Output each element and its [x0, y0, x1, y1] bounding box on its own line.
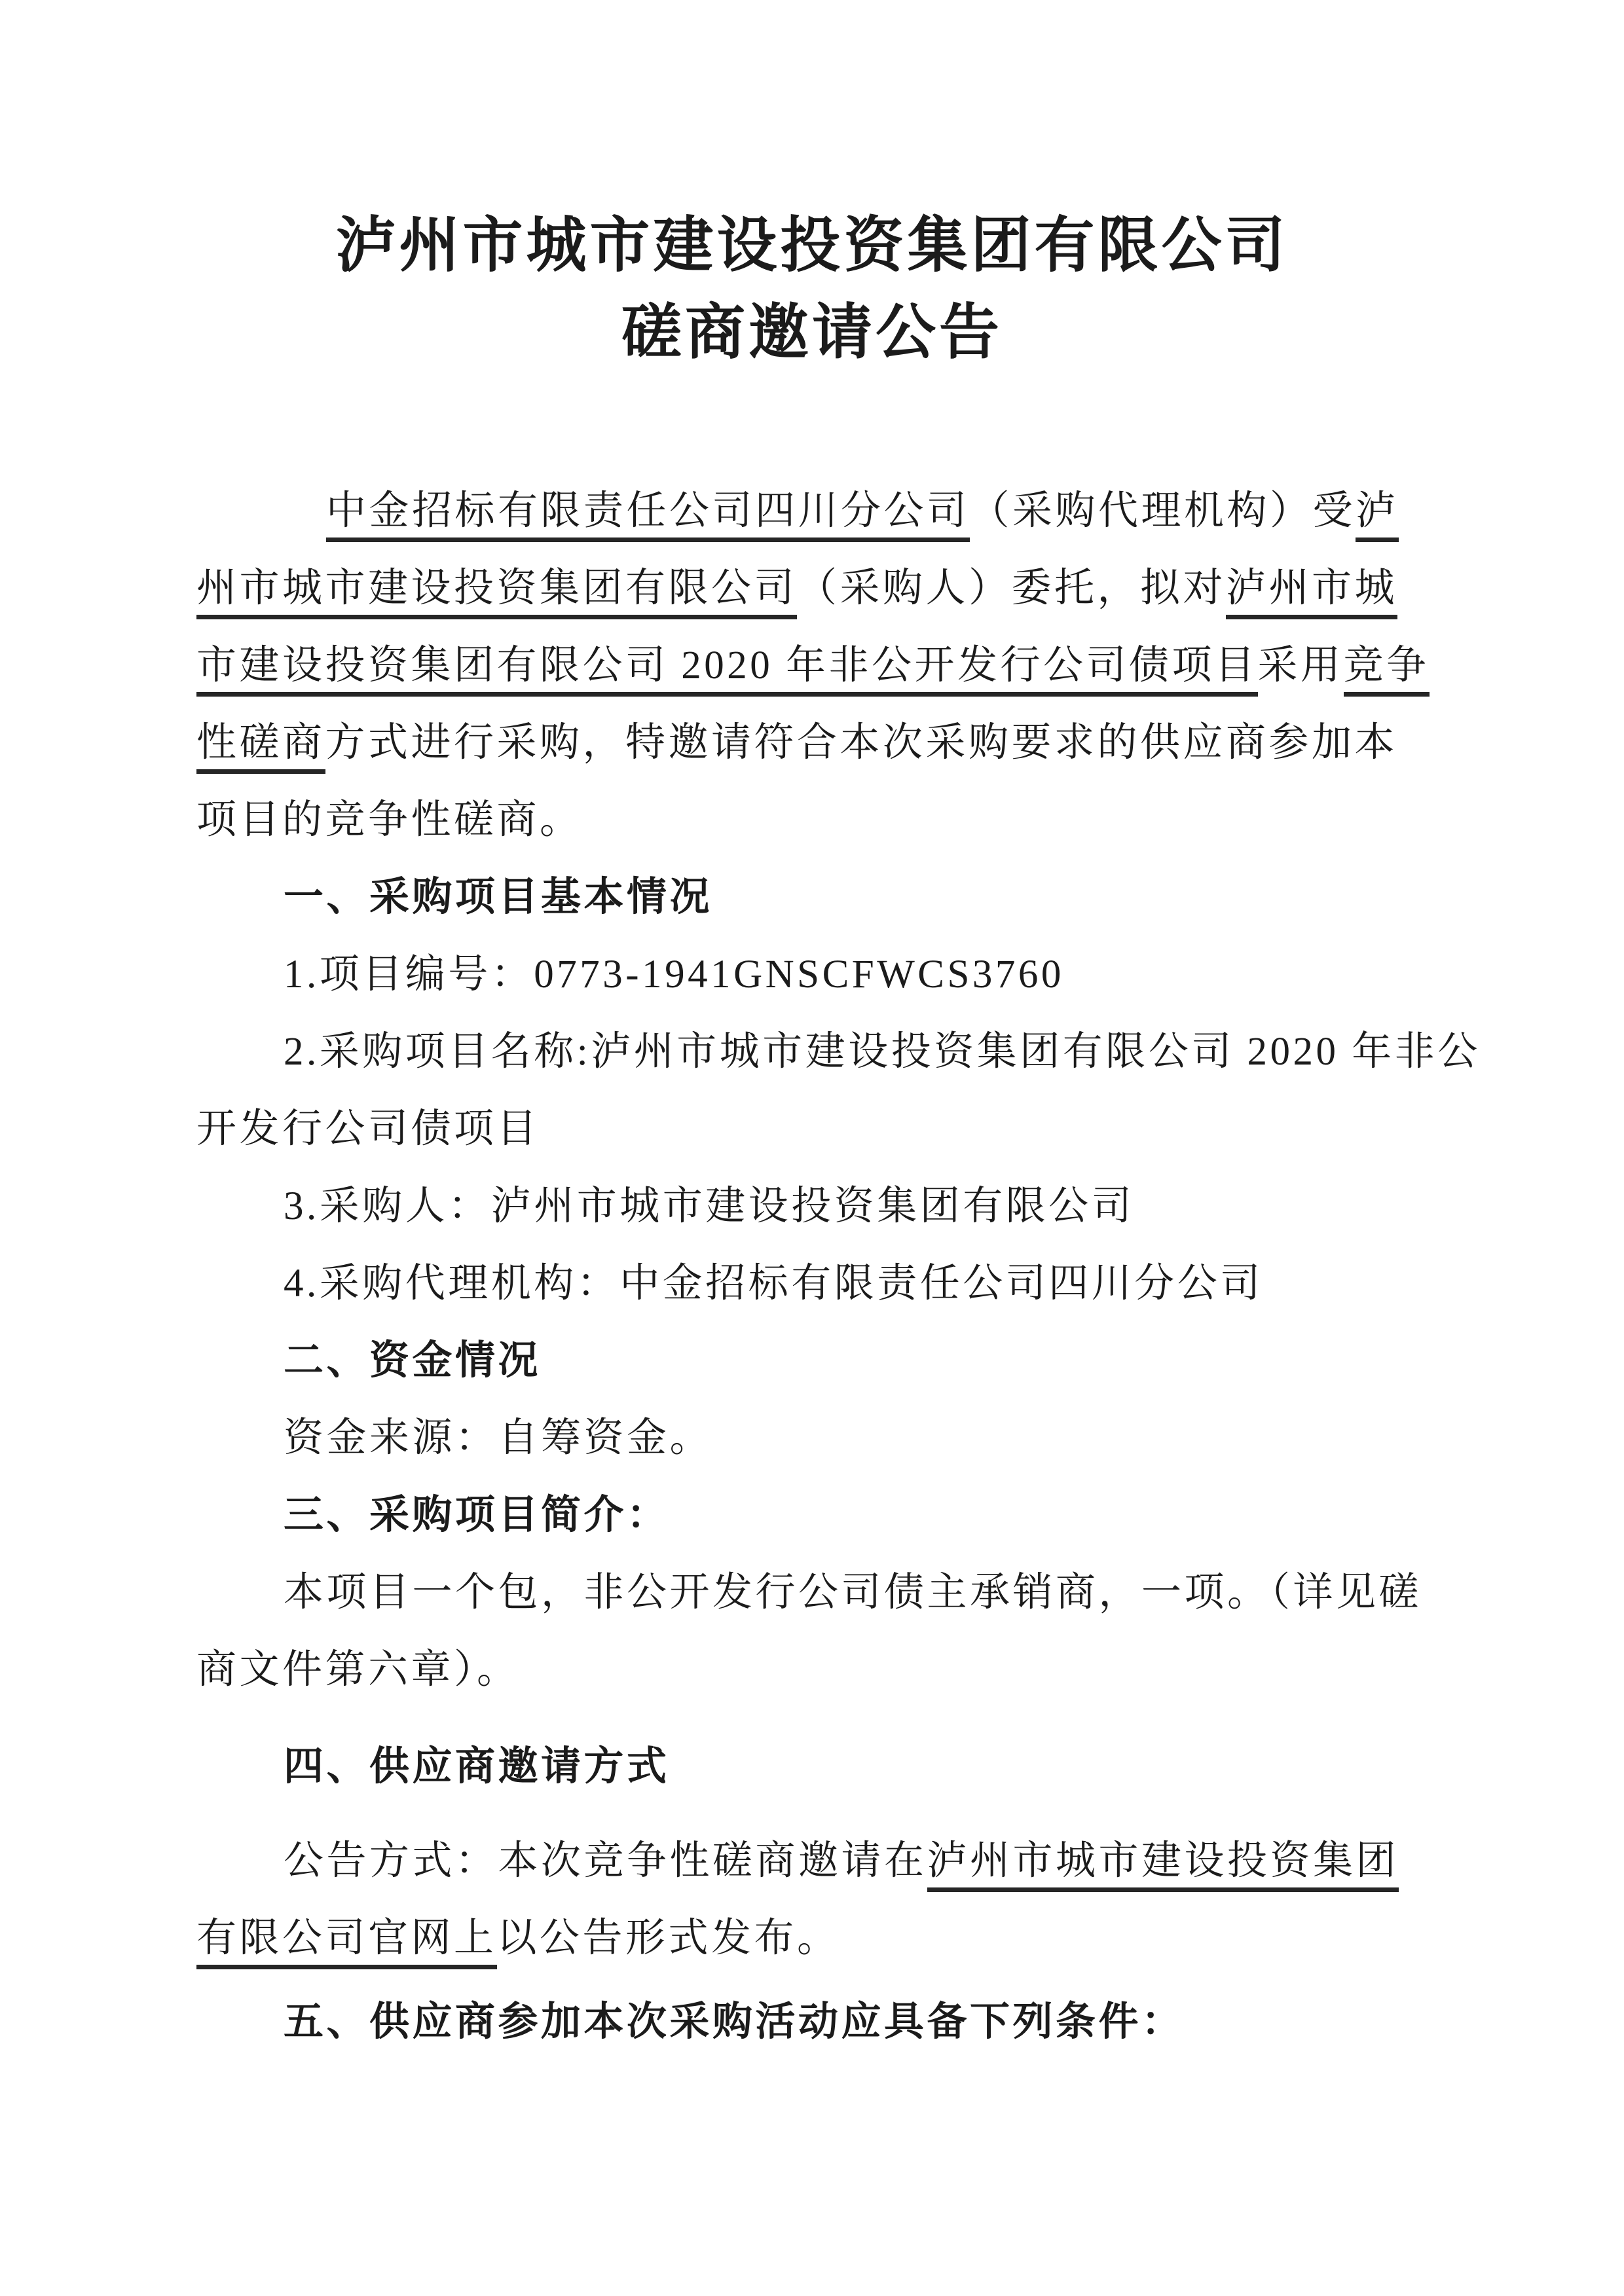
project-number-item: 1.项目编号：0773-1941GNSCFWCS3760	[284, 953, 1064, 996]
project-intro-line-1: 本项目一个包，非公开发行公司债主承销商，一项。（详见磋	[284, 1571, 1422, 1614]
announcement-text: 公告方式：本次竞争性磋商邀请在	[284, 1839, 927, 1883]
underlined-purchaser-name: 州市城市建设投资集团有限公司	[196, 566, 797, 619]
intro-paragraph-line-2	[196, 550, 1441, 627]
intro-paragraph-line-4	[196, 704, 1441, 782]
section-4-heading: 四、供应商邀请方式	[284, 1745, 670, 1789]
section-5-heading: 五、供应商参加本次采购活动应具备下列条件：	[284, 2000, 1185, 2044]
document-title	[0, 202, 1624, 376]
intro-text: 采用	[1257, 644, 1344, 687]
underlined-agency-name: 中金招标有限责任公司四川分公司	[326, 489, 970, 542]
funding-source-line: 资金来源：自筹资金。	[284, 1416, 713, 1460]
section-1-heading: 一、采购项目基本情况	[284, 875, 713, 919]
document-body	[196, 473, 1481, 2061]
intro-paragraph-line-1	[196, 473, 1441, 550]
underlined-method-end: 性磋商	[196, 721, 325, 774]
underlined-purchaser-start: 泸	[1356, 489, 1399, 542]
intro-paragraph-line-3	[196, 627, 1441, 704]
underlined-project-start: 泸州市城	[1226, 566, 1397, 619]
intro-text: （采购代理机构）受	[969, 489, 1356, 533]
underlined-website-owner: 泸州市城市建设投资集团	[927, 1839, 1399, 1892]
announcement-method-line-2	[196, 1900, 1441, 1977]
underlined-project-name: 市建设投资集团有限公司 2020 年非公开发行公司债项目	[196, 644, 1258, 697]
underlined-website: 有限公司官网上	[196, 1916, 497, 1969]
intro-text: 方式进行采购，特邀请符合本次采购要求的供应商参加本	[325, 721, 1398, 765]
project-name-item-line-2: 开发行公司债项目	[196, 1107, 540, 1151]
underlined-method-start: 竞争	[1344, 644, 1430, 697]
agency-item: 4.采购代理机构：中金招标有限责任公司四川分公司	[284, 1262, 1263, 1305]
announcement-method-line-1	[196, 1823, 1441, 1900]
project-name-item-line-1: 2.采购项目名称:泸州市城市建设投资集团有限公司 2020 年非公	[284, 1030, 1481, 1074]
title-line-2: 磋商邀请公告	[621, 299, 1003, 366]
intro-paragraph-line-5	[196, 782, 1441, 859]
intro-text: （采购人）委托，拟对	[797, 566, 1227, 610]
purchaser-item: 3.采购人：泸州市城市建设投资集团有限公司	[284, 1184, 1135, 1228]
section-2-heading: 二、资金情况	[284, 1339, 542, 1383]
announcement-text: 以公告形式发布。	[496, 1916, 840, 1960]
title-line-1: 泸州市城市建设投资集团有限公司	[335, 212, 1289, 279]
intro-text: 项目的竞争性磋商。	[196, 798, 583, 842]
project-intro-line-2: 商文件第六章）。	[196, 1648, 520, 1692]
section-3-heading: 三、采购项目简介：	[284, 1493, 670, 1537]
